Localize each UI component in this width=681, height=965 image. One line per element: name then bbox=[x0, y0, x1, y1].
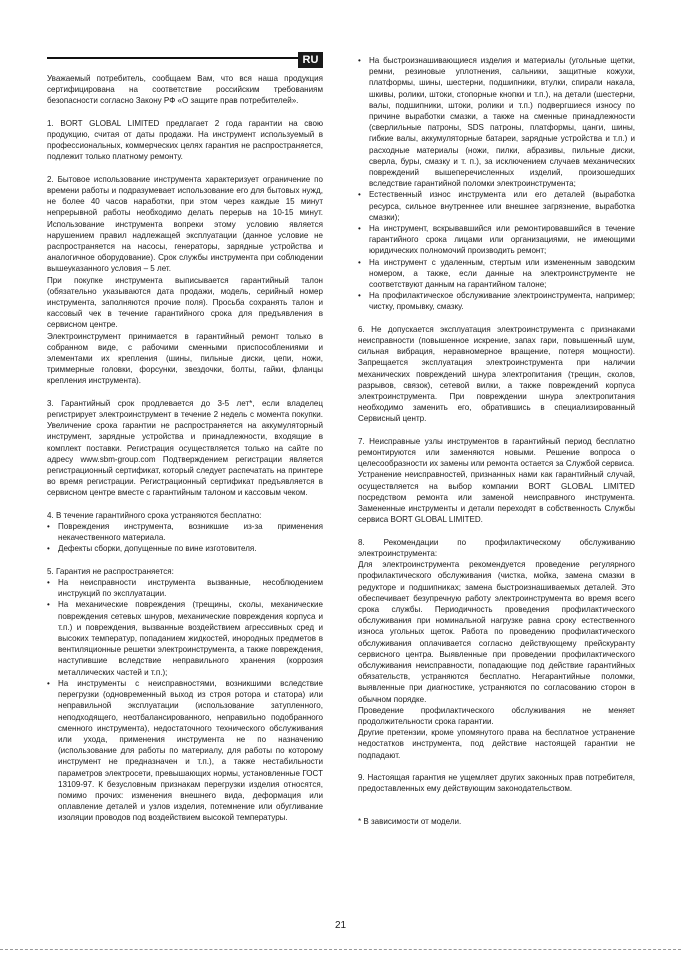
list-item: • На быстроизнашивающиеся изделия и материалы (угольные щетки, ремни, резиновые уплотнения, сальники, защитные кожухи, платформы, шины, шестерни, подшипники, втулки, спирали накала, шкивы, ролики, штоки, стопорные кнопки и т.п.), на детали (шестерни, валы, подшипники, штоки, ролики и т.п.) подвергшиеся износу по причине выработки смазки, а также на сменные принадлежности (сверлильные патроны, SDS патроны, платформы, цанги, шины, гибкие валы, аккумуляторные батареи, зарядные устройства и т.п.) и расходные материалы (ножи, пилки, абразивы, пильные диски, сверла, буры, смазку и т. п.), за исключением случаев механических повреждений вышеперечисленных изделий, произошедших вследствие гарантийной поломки электроинструмента; bbox=[358, 55, 635, 189]
bottom-dashed-rule bbox=[0, 949, 681, 950]
section-8-title: 8. Рекомендации по профилактическому обслуживанию электроинструмента: bbox=[358, 537, 635, 558]
section-2-repair-conditions: Электроинструмент принимается в гарантийный ремонт только в собранном виде, с рабочими сменными приспособлениями и элементами их крепления (шины, пильные диски, цепи, ножи, триммерные головки, форсунки, звездочки, болты, гайки, фланцы крепления инструмента). bbox=[47, 331, 323, 386]
list-item: • На неисправности инструмента вызванные, несоблюдением инструкций по эксплуатации. bbox=[47, 577, 323, 599]
list-item: • На инструмент с удаленным, стертым или измененным заводским номером, а также, если данные на электроинструменте не соответствуют данным на гарантийном талоне; bbox=[358, 257, 635, 291]
list-item: • На инструменты с неисправностями, возникшими вследствие перегрузки (одновременный выход из строя ротора и статора) или неправильной эксплуатации (использование затупленного, неподходящего, неотбалансированного, неправильно подобранного сменного инструмента), недостаточного технического обслуживания или ухода, применения инструмента не по назначению (использование для работы по материалу, для работы по которому инструмент не предназначен и т.п.), а также нестабильности параметров электросети, превышающих нормы, установленные ГОСТ 13109-97. К безусловным признакам перегрузки изделия относятся, помимо прочих: изменения внешнего вида, деформация или оплавление деталей и узлов изделия, потемнение или обугливание изоляции проводов под воздействием высокой температуры. bbox=[47, 678, 323, 824]
list-item: • На инструмент, вскрывавшийся или ремонтировавшийся в течение гарантийного срока лицами или организациями, не имеющими юридических полномочий производить ремонт; bbox=[358, 223, 635, 257]
section-5-title: 5. Гарантия не распространяется: bbox=[47, 566, 174, 576]
section-7: 7. Неисправные узлы инструментов в гарантийный период бесплатно ремонтируются или заменяются новыми. Решение вопроса о целесообразности их замены или ремонта остается за Службой сервиса. bbox=[358, 436, 635, 469]
section-8-term: Проведение профилактического обслуживания не меняет продолжительности срока гарантии. bbox=[358, 705, 635, 726]
list-item: • Повреждения инструмента, возникшие из-за применения некачественного материала. bbox=[47, 521, 323, 543]
list-item: • На механические повреждения (трещины, сколы, механические повреждения сетевых шнуров, механические повреждения корпуса и т.п.) и повреждения, вызванные воздействием агрессивных сред и высоких температур, попаданием жидкостей, инородных предметов в вентиляционные решетки электроинструмента, а также повреждения, наступившие вследствие неправильного хранения (коррозия металлических частей и т.п.); bbox=[47, 599, 323, 677]
list-item: • Естественный износ инструмента или его деталей (выработка ресурса, сильное внутреннее или внешнее загрязнение, выработка смазки); bbox=[358, 189, 635, 223]
intro-paragraph: Уважаемый потребитель, сообщаем Вам, что вся наша продукция сертифицирована на соответствие российским требованиям безопасности согласно Закону РФ «О защите прав потребителей». bbox=[47, 74, 323, 106]
section-5-list-continued bbox=[358, 55, 635, 313]
section-7-replacement: Устранение неисправностей, признанных нами как гарантийный случай, осуществляется на выбор компании BORT GLOBAL LIMITED посредством ремонта или заменой неисправного инструмента. Замененные инструменты и детали переходят в собственность Службы сервиса BORT GLOBAL LIMITED. bbox=[358, 470, 635, 525]
section-5-list bbox=[47, 577, 323, 823]
section-4-list bbox=[47, 521, 323, 555]
footnote: * В зависимости от модели. bbox=[358, 817, 462, 827]
right-column bbox=[358, 55, 635, 828]
page-number: 21 bbox=[334, 920, 347, 931]
section-9: 9. Настоящая гарантия не ущемляет других законных прав потребителя, предоставленных ему действующим законодательством. bbox=[358, 772, 635, 794]
section-2-warranty-card: При покупке инструмента выписывается гарантийный талон (обязательно указываются дата продажи, модель, серийный номер инструмента, заполняются прочие поля). Просьба сохранять талон и кассовый чек в течение гарантийного срока для предъявления в сервисном центре. bbox=[47, 275, 323, 330]
list-item: • На профилактическое обслуживание электроинструмента, например; чистку, промывку, смазку. bbox=[358, 290, 635, 312]
language-badge: RU bbox=[298, 52, 323, 68]
section-2: 2. Бытовое использование инструмента характеризует ограничение по времени работы и подразумевает использование его для бытовых нужд, не более 40 часов наработки, при этом через каждые 15 минут непрерывной работы необходимо делать перерыв на 10-15 минут. Использование инструмента вопреки этому условию является нарушением правил надлежащей эксплуатации (данное условие не распространяется на насосы, генераторы, зарядные устройства и аналогичное оборудование). Срок службы инструмента при соблюдении вышеуказанного условия – 5 лет. bbox=[47, 174, 323, 274]
header-rule bbox=[47, 57, 323, 59]
section-6: 6. Не допускается эксплуатация электроинструмента с признаками неисправности (повышенное искрение, запах гари, повышенный шум, сильная вибрация, неравномерное вращение, потеря мощности). Запрещается эксплуатация электроинструмента при наличии механических повреждений шнура электропитания (трещин, сколов, разрывов, связок), сетевой вилки, а также повреждений корпуса электроинструмента. При повреждении шнура электропитания необходимо заменить его, обратившись в специализированный Сервисный центр. bbox=[358, 324, 635, 424]
list-item: • Дефекты сборки, допущенные по вине изготовителя. bbox=[47, 543, 323, 554]
section-1: 1. BORT GLOBAL LIMITED предлагает 2 года гарантии на свою продукцию, считая от даты продажи. На инструмент используемый в профессиональных, коммерческих целях гарантия не распространяется, подлежит только платному ремонту. bbox=[47, 118, 323, 162]
section-4-title: 4. В течение гарантийного срока устраняются бесплатно: bbox=[47, 510, 262, 520]
left-column bbox=[47, 73, 323, 824]
section-8-body: Для электроинструмента рекомендуется проведение регулярного профилактического обслуживания (чистка, мойка, замена смазки в редукторе и подшипниках; замена быстроизнашиваемых деталей. Это обеспечивает безупречную работу электроинструмента во время всего срока службы. Периодичность проведения профилактического обслуживания при номинальной нагрузке равна сроку естественного износа угольных щеток. Работа по проведению профилактического обслуживания оплачивается согласно действующему прейскуранту сервисного центра. Выявленные при проведении профилактического обслуживания неисправности, попадающие под действие гарантийных обязательств, устраняются бесплатно. Негарантийные поломки, выявленные при диагностике, устраняются по согласованию сторон в обычном порядке. bbox=[358, 560, 635, 704]
section-3: 3. Гарантийный срок продлевается до 3-5 лет*, если владелец регистрирует электроинструмент в течение 2 недель с момента покупки. Увеличение срока гарантии не распространяется на аккумуляторный инструмент, зарядные устройства и принадлежности, входящие в комплект поставки. Регистрация осуществляется только на сайте по адресу www.sbm-group.com Подтверждением регистрации является регистрационный сертификат, который следует распечатать на принтере во время регистрации. Регистрационный сертификат предъявляется в сервисном центре вместе с гарантийным талоном и кассовым чеком. bbox=[47, 398, 323, 498]
section-8-claims: Другие претензии, кроме упомянутого права на бесплатное устранение недостатков инструмента, под действие настоящей гарантии не подпадают. bbox=[358, 728, 635, 760]
